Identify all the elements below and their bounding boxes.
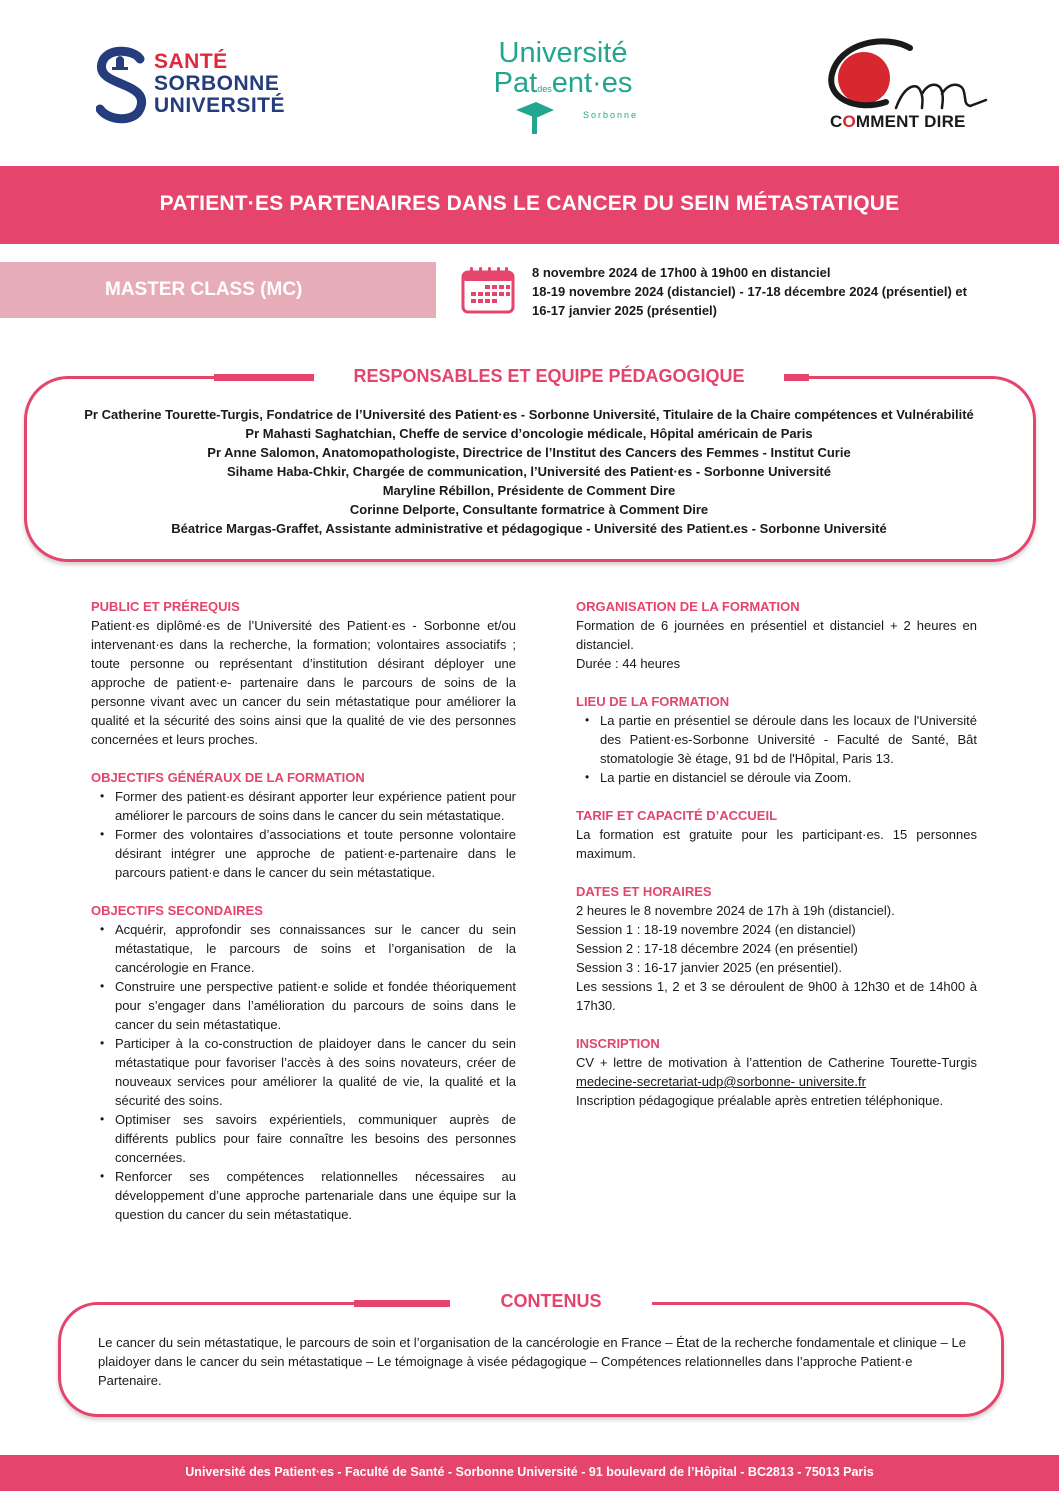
udp-logo-line1: Université (498, 37, 628, 69)
sorbonne-logo-line1: SANTÉ (154, 50, 228, 73)
schedule-line: Session 3 : 16-17 janvier 2025 (en présentiel). (576, 960, 842, 975)
contents-title-bar-left (354, 1300, 450, 1307)
footer-address: Université des Patient·es - Faculté de Santé - Sorbonne Université - 91 boulevard de l’Hôpital - BC2813 - 75013 Paris (185, 1465, 874, 1479)
organisation-duration: Durée : 44 heures (576, 656, 681, 671)
secondary-objectives-title: OBJECTIFS SECONDAIRES (91, 903, 263, 918)
pricing-section (576, 806, 977, 863)
pricing-title: TARIF ET CAPACITÉ D’ACCUEIL (576, 808, 778, 823)
contents-title: CONTENUS (450, 1290, 652, 1312)
team-member: Béatrice Margas-Graffet, Assistante administrative et pédagogique - Université des Patient.es - Sorbonne Université (171, 521, 887, 536)
pricing-text: La formation est gratuite pour les participant·es. 15 personnes maximum. (576, 827, 977, 861)
sorbonne-s-icon (96, 45, 152, 125)
list-item: • La partie en présentiel se déroule dans les locaux de l'Université des Patient·es-Sorbonne Université - Faculté de Santé, Bât stomatologie 3è étage, 91 bd de l'Hôpital, Paris 13. (600, 711, 977, 768)
schedule-line: 2 heures le 8 novembre 2024 de 17h à 19h (distanciel). (576, 903, 895, 918)
left-column (91, 597, 516, 1243)
team-list (26, 405, 1032, 538)
graduation-cap-icon (514, 96, 554, 136)
right-column (576, 597, 977, 1129)
list-item: • Construire une perspective patient·e solide et fondée théoriquement pour s’engager dans l’amélioration du parcours de soins dans le cancer du sein métastatique. (115, 977, 516, 1034)
list-item: • Participer à la co-construction de plaidoyer dans le cancer du sein métastatique pour favoriser l’accès à des soins novateurs, créer de nouveaux services pour améliorer la qualité de vie, la qualité et la sécurité des soins. (115, 1034, 516, 1110)
list-item: • Former des volontaires d’associations et toute personne volontaire désirant intégrer une approche de patient·e-partenaire dans le parcours patient·e dans le cancer du sein métastatique. (115, 825, 516, 882)
team-member: Corinne Delporte, Consultante formatrice à Comment Dire (349, 502, 709, 517)
location-title: LIEU DE LA FORMATION (576, 694, 730, 709)
registration-email-link[interactable]: medecine-secretariat-udp@sorbonne- universite.fr (576, 1074, 866, 1089)
sorbonne-logo-line2: SORBONNE (154, 72, 280, 95)
dates-header-line: 18-19 novembre 2024 (distanciel) - 17-18 décembre 2024 (présentiel) et (532, 284, 967, 299)
schedule-line: Session 1 : 18-19 novembre 2024 (en distanciel) (576, 922, 856, 937)
organisation-text: Formation de 6 journées en présentiel et distanciel + 2 heures en distanciel. (576, 618, 977, 652)
udp-logo-line2: Patdesent·es (493, 67, 633, 99)
list-item: • Renforcer ses compétences relationnelles nécessaires au développement d’une approche partenariale dans une équipe sur la question du cancer du sein métastatique. (115, 1167, 516, 1224)
footer (0, 1455, 1059, 1491)
team-title: RESPONSABLES ET EQUIPE PÉDAGOGIQUE (314, 365, 784, 387)
master-class-label: MASTER CLASS (MC) (105, 279, 303, 300)
schedule-sessions: Les sessions 1, 2 et 3 se déroulent de 9h00 à 12h30 et de 14h00 à 17h30. (576, 979, 977, 1013)
title-band (0, 166, 1059, 244)
organisation-section (576, 597, 977, 673)
location-section (576, 692, 977, 787)
contents-text: Le cancer du sein métastatique, le parcours de soin et l’organisation de la cancérologie en France – État de la recherche fondamentale et clinique – Le plaidoyer dans le cancer du sein métastatique – Le témoignage à visée pédagogique – Compétences relationnelles dans l’approche Patient·e Partenaire. (98, 1335, 966, 1388)
public-text: Patient·es diplômé·es de l’Université des Patient·es - Sorbonne et/ou intervenant·es dans la recherche, la formation; volontaires associatifs ; toute personne ou représentant d’institution désirant déployer une approche de patient·e- partenaire dans le parcours de soins de la personne vivant avec un cancer du sein métastatique pour améliorer la qualité et la sécurité des soins ainsi que la qualité de vie des personnes concernées et leurs proches. (91, 618, 516, 747)
udp-logo (478, 38, 648, 142)
list-item: • Former des patient·es désirant apporter leur expérience patient pour améliorer le parcours de soins dans le cancer du sein métastatique. (115, 787, 516, 825)
general-objectives-title: OBJECTIFS GÉNÉRAUX DE LA FORMATION (91, 770, 365, 785)
dates-header-line: 16-17 janvier 2025 (présentiel) (532, 303, 717, 318)
public-title: PUBLIC ET PRÉREQUIS (91, 599, 240, 614)
comment-dire-label: COMMENT DIRE (830, 112, 966, 131)
team-member: Pr Mahasti Saghatchian, Cheffe de service d’oncologie médicale, Hôpital américain de Paris (245, 426, 813, 441)
team-member: Pr Catherine Tourette-Turgis, Fondatrice de l’Université des Patient·es - Sorbonne Université, Titulaire de la Chaire compétences et Vulnérabilité (84, 407, 974, 422)
team-title-bar-left (214, 374, 314, 381)
secondary-objectives-section (91, 901, 516, 1224)
list-item: • La partie en distanciel se déroule via Zoom. (600, 768, 977, 787)
dates-header (532, 263, 1032, 320)
registration-section (576, 1034, 977, 1110)
registration-title: INSCRIPTION (576, 1036, 660, 1051)
list-item: • Acquérir, approfondir ses connaissances sur le cancer du sein métastatique, le parcours de soins et l’organisation de la cancérologie en France. (115, 920, 516, 977)
sorbonne-logo-line3: UNIVERSITÉ (154, 94, 286, 117)
page-title: PATIENT·ES PARTENAIRES DANS LE CANCER DU SEIN MÉTASTATIQUE (159, 192, 900, 215)
list-item: • Optimiser ses savoirs expérientiels, communiquer auprès de différents publics pour faire connaître les besoins des personnes concernées. (115, 1110, 516, 1167)
public-section (91, 597, 516, 749)
schedule-title: DATES ET HORAIRES (576, 884, 712, 899)
calendar-icon (461, 266, 515, 314)
team-member: Maryline Rébillon, Présidente de Comment Dire (382, 483, 676, 498)
udp-logo-line3: Sorbonne (582, 110, 638, 120)
registration-text: CV + lettre de motivation à l’attention de Catherine Tourette-Turgis medecine-secretariat-udp@sorbonne- universite.fr (576, 1055, 977, 1089)
registration-text2: Inscription pédagogique préalable après entretien téléphonique. (576, 1093, 944, 1108)
general-objectives-section (91, 768, 516, 882)
master-class-band (0, 262, 436, 318)
comment-dire-emblem-icon (826, 38, 991, 112)
team-member: Pr Anne Salomon, Anatomopathologiste, Directrice de l’Institut des Cancers des Femmes - Institut Curie (207, 445, 851, 460)
organisation-title: ORGANISATION DE LA FORMATION (576, 599, 800, 614)
team-member: Sihame Haba-Chkir, Chargée de communication, l’Université des Patient·es - Sorbonne Université (227, 464, 831, 479)
schedule-section (576, 882, 977, 1015)
comment-dire-logo (826, 38, 991, 134)
dates-header-line: 8 novembre 2024 de 17h00 à 19h00 en distanciel (532, 265, 831, 280)
sorbonne-logo (96, 45, 296, 125)
schedule-line: Session 2 : 17-18 décembre 2024 (en présentiel) (576, 941, 858, 956)
